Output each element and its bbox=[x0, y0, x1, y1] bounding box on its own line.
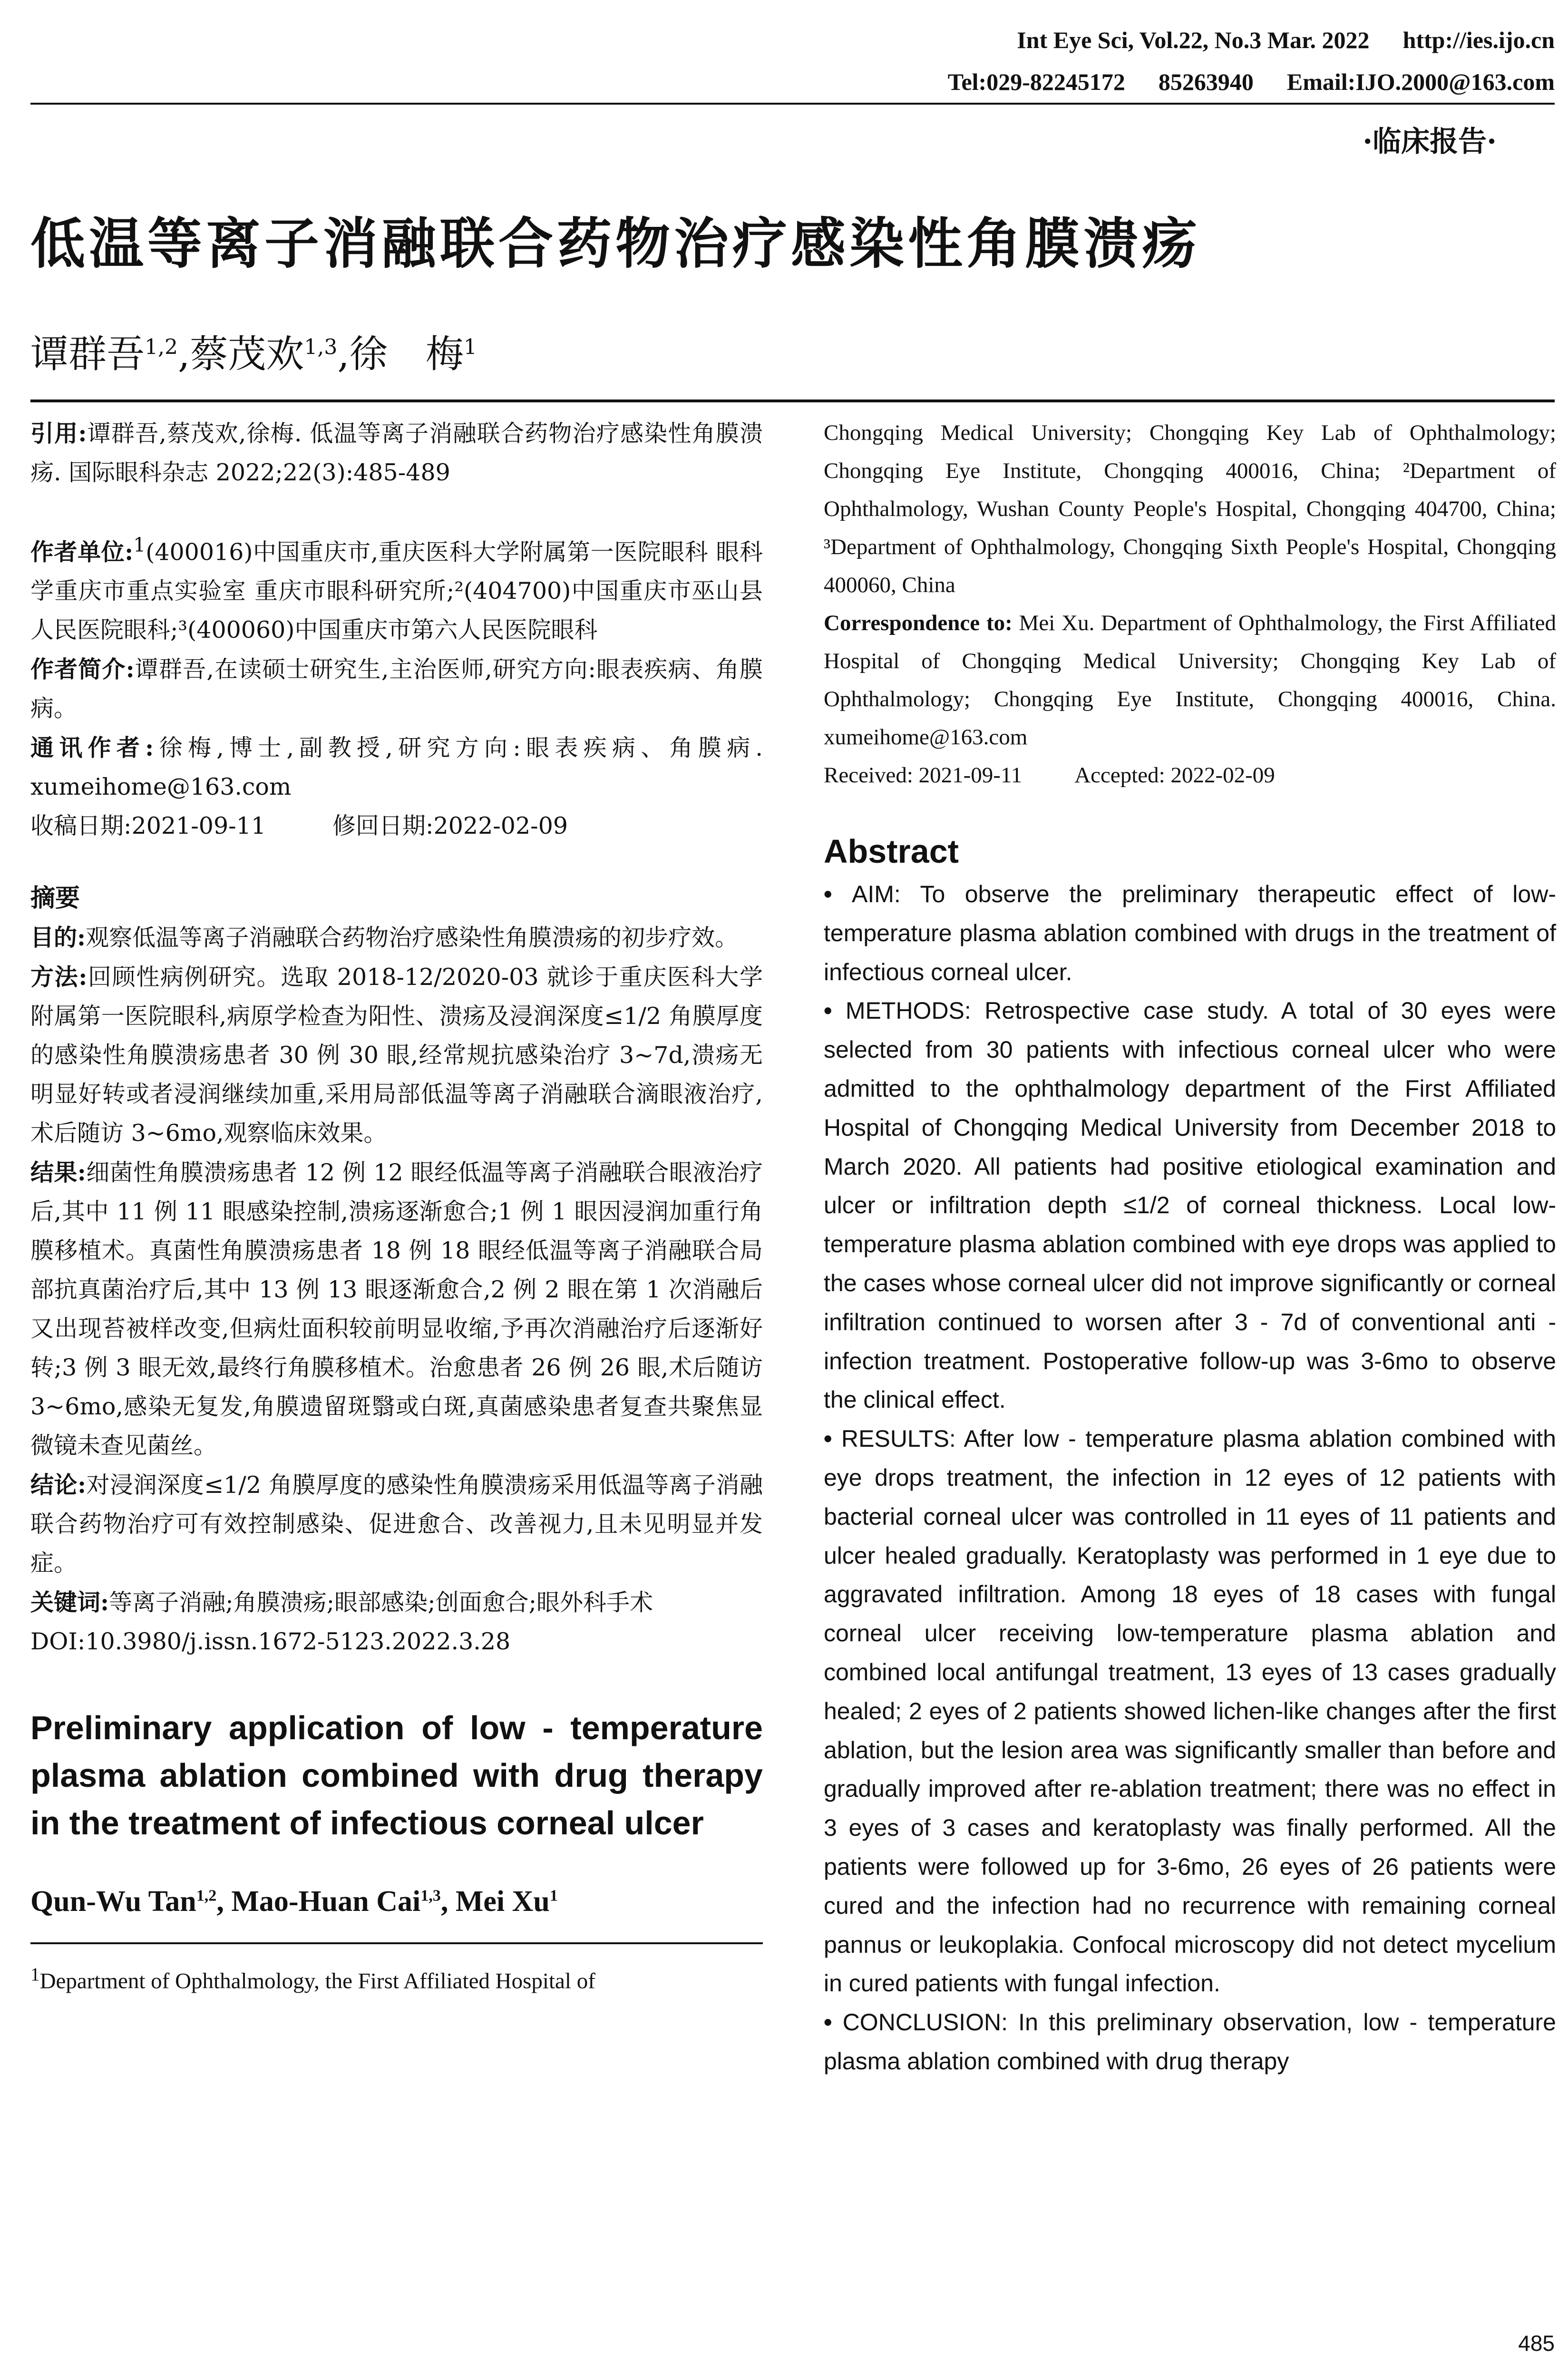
author-affil-sup: 1,3 bbox=[304, 335, 338, 360]
conclusion-label-cn: 结论: bbox=[30, 1471, 87, 1499]
footnote-text: Department of Ophthalmology, the First Affiliated Hospital of bbox=[39, 1968, 595, 1994]
journal-citation: Int Eye Sci, Vol.22, No.3 Mar. 2022 bbox=[1017, 27, 1370, 53]
author-affil-sup-en: 1,3 bbox=[420, 1887, 441, 1905]
author-bio-label: 作者简介: bbox=[30, 655, 135, 683]
title-divider bbox=[30, 399, 1555, 402]
author-name-en: Qun-Wu Tan bbox=[30, 1885, 196, 1918]
affiliation-label: 作者单位: bbox=[30, 538, 134, 566]
abstract-methods-cn bbox=[30, 957, 763, 1153]
section-label: ·临床报告· bbox=[1363, 125, 1497, 158]
citation-text: 谭群吾,蔡茂欢,徐梅. 低温等离子消融联合药物治疗感染性角膜溃疡. 国际眼科杂志 2022;22(3):485-489 bbox=[30, 420, 763, 486]
author-name: 徐 梅 bbox=[349, 332, 464, 376]
author-name-en: Mei Xu bbox=[455, 1885, 550, 1918]
abstract-results-cn bbox=[30, 1153, 763, 1465]
footnote-divider bbox=[30, 1942, 763, 1944]
corresponding-author-label: 通讯作者: bbox=[30, 734, 154, 762]
left-column bbox=[30, 414, 763, 2023]
journal-header-line1 bbox=[915, 19, 1555, 61]
results-label-cn: 结果: bbox=[30, 1159, 86, 1187]
keywords-cn bbox=[30, 1583, 763, 1622]
received-date: 2021-09-11 bbox=[131, 812, 266, 840]
abstract-results-en: • RESULTS: After low - temperature plasma ablation combined with eye drops treatment, the infection in 12 eyes of 12 patients with bacterial corneal ulcer was controlled in 11 eyes of 11 patients and ulcer healed gradually. Keratoplasty was performed in 1 eye due to aggravated infiltration. Among 18 eyes of 18 cases with fungal corneal ulcer receiving low-temperature plasma ablation and combined local antifungal treatment, 13 eyes of 13 cases gradually healed; 2 eyes of 2 patients showed lichen-like changes after the first ablation, but the lesion area was significantly smaller than before and gradually improved after re-ablation treatment; there was no effect in 3 eyes of 3 cases and keratoplasty was finally performed. All the patients were followed up for 3-6mo, 26 eyes of 26 patients were cured and the infection had no recurrence with remaining corneal pannus or leukoplakia. Confocal microscopy did not detect mycelium in cured patients with fungal infection. bbox=[824, 1425, 1556, 1997]
aim-text-cn: 观察低温等离子消融联合药物治疗感染性角膜溃疡的初步疗效。 bbox=[86, 924, 739, 952]
doi: DOI:10.3980/j.issn.1672-5123.2022.3.28 bbox=[30, 1628, 511, 1656]
conclusion-text-en: In this preliminary observation, low - temperature plasma ablation combined with drug therapy bbox=[824, 2009, 1556, 2075]
journal-tel: Tel:029-82245172 bbox=[947, 68, 1125, 95]
author-name: 蔡茂欢 bbox=[190, 332, 304, 376]
article-title-en: Preliminary application of low - temperature plasma ablation combined with drug therapy in the treatment of infectious corneal ulcer bbox=[30, 1709, 763, 1842]
affiliation-continued-en: Chongqing Medical University; Chongqing Key Lab of Ophthalmology; Chongqing Eye Institute, Chongqing 400016, China; ²Department of Ophthalmology, Wushan County People's Hospital, Chongqing 404700, China; ³Department of Ophthalmology, Chongqing Sixth People's Hospital, Chongqing 400060, China bbox=[824, 420, 1556, 597]
conclusion-text-cn: 对浸润深度≤1/2 角膜厚度的感染性角膜溃疡采用低温等离子消融联合药物治疗可有效控制感染、促进愈合、改善视力,且未见明显并发症。 bbox=[30, 1471, 763, 1577]
abstract-methods-en: • METHODS: Retrospective case study. A total of 30 eyes were selected from 30 patients with infectious corneal ulcer who were admitted to the ophthalmology department of the First Affiliated Hospital of Chongqing Medical University from December 2018 to March 2020. All patients had positive etiological examination and ulcer or infiltration depth ≤1/2 of corneal thickness. Local low-temperature plasma ablation combined with eye drops was applied to the cases whose corneal ulcer did not improve significantly or corneal infiltration continued to worsen after 3 - 7d of conventional anti - infection treatment. Postoperative follow-up was 3-6mo to observe the clinical effect. bbox=[824, 997, 1556, 1413]
corresponding-author-text: 徐梅,博士,副教授,研究方向:眼表疾病、角膜病. xumeihome@163.com bbox=[30, 734, 763, 801]
author-affil-sup: 1,2 bbox=[145, 335, 178, 360]
author-bio-text: 谭群吾,在读硕士研究生,主治医师,研究方向:眼表疾病、角膜病。 bbox=[30, 656, 763, 722]
journal-url: http://ies.ijo.cn bbox=[1402, 27, 1555, 53]
affiliation-sup: 1 bbox=[133, 534, 146, 556]
journal-header-line2 bbox=[915, 61, 1555, 103]
accepted-en: Accepted: 2022-02-09 bbox=[1074, 763, 1275, 788]
author-bio-block bbox=[30, 650, 763, 728]
abstract-heading-en: Abstract bbox=[824, 833, 959, 870]
methods-label-cn: 方法: bbox=[30, 963, 88, 991]
revised-date: 2022-02-09 bbox=[433, 812, 568, 840]
abstract-aim-en: • AIM: To observe the preliminary therapeutic effect of low-temperature plasma ablation combined with drugs in the treatment of infectious corneal ulcer. bbox=[824, 881, 1556, 985]
author-affil-sup: 1 bbox=[463, 335, 477, 360]
corresponding-author-block bbox=[30, 728, 763, 807]
results-text-en: After low - temperature plasma ablation combined with eye drops treatment, the infection in 12 eyes of 12 patients with bacterial corneal ulcer was controlled in 11 eyes of 11 patients and ulcer healed gradually. Keratoplasty was performed in 1 eye due to aggravated infiltration. Among 18 eyes of 18 cases with fungal corneal ulcer receiving low-temperature plasma ablation and combined local antifungal treatment, 13 eyes of 13 cases gradually healed; 2 eyes of 2 patients showed lichen-like changes after the first ablation, but the lesion area was significantly smaller than before and gradually improved after re-ablation treatment; there was no effect in 3 eyes of 3 cases and keratoplasty was finally performed. All the patients were followed up for 3-6mo, 26 eyes of 26 patients were cured and the infection had no recurrence with remaining corneal pannus or leukoplakia. Confocal microscopy did not detect mycelium in cured patients with fungal infection. bbox=[824, 1425, 1556, 1997]
affiliation-footnote-en bbox=[30, 1956, 763, 2000]
journal-email: Email:IJO.2000@163.com bbox=[1286, 68, 1555, 95]
author-list-en: Qun-Wu Tan$^{1,2}$, Mao-Huan Cai$^{1,3}$, Mei Xu$^1$ bbox=[30, 1885, 558, 1918]
methods-text-cn: 回顾性病例研究。选取 2018-12/2020-03 就诊于重庆医科大学附属第一医院眼科,病原学检查为阳性、溃疡及浸润深度≤1/2 角膜厚度的感染性角膜溃疡患者 30 例 30 眼,经常规抗感染治疗 3~7d,溃疡无明显好转或者浸润继续加重,采用局部低温等离子消融联合滴眼液治疗,术后随访 3~6mo,观察临床效果。 bbox=[30, 964, 763, 1147]
author-affil-sup-en: 1,2 bbox=[196, 1887, 217, 1905]
received-en: Received: 2021-09-11 bbox=[824, 763, 1023, 788]
correspondence-text-en: Mei Xu. Department of Ophthalmology, the First Affiliated Hospital of Chongqing Medical University; Chongqing Key Lab of Ophthalmology; Chongqing Eye Institute, Chongqing 400016, China. xumeihome@163.com bbox=[824, 611, 1556, 750]
right-column bbox=[824, 414, 1556, 2081]
article-title-cn: 低温等离子消融联合药物治疗感染性角膜溃疡 bbox=[30, 212, 1201, 276]
correspondence-en bbox=[824, 604, 1556, 756]
keywords-text-cn: 等离子消融;角膜溃疡;眼部感染;创面愈合;眼外科手术 bbox=[109, 1589, 653, 1617]
journal-header bbox=[915, 19, 1555, 103]
citation-label: 引用: bbox=[30, 419, 87, 447]
results-label-en: RESULTS: bbox=[841, 1425, 956, 1452]
methods-label-en: METHODS: bbox=[845, 997, 971, 1024]
abstract-aim-cn bbox=[30, 918, 763, 957]
dates-en bbox=[824, 756, 1556, 794]
affiliation-text: (400016)中国重庆市,重庆医科大学附属第一医院眼科 眼科学重庆市重点实验室 重庆市眼科研究所;²(404700)中国重庆市巫山县人民医院眼科;³(400060)中国重庆市第六人民医院眼科 bbox=[30, 538, 763, 644]
abstract-conclusion-cn bbox=[30, 1465, 763, 1583]
author-list-cn: 谭群吾$^{1,2}$,蔡茂欢$^{1,3}$,徐 梅$^1$ bbox=[30, 332, 477, 376]
dates-block bbox=[30, 807, 763, 846]
keywords-label-cn: 关键词: bbox=[30, 1588, 109, 1617]
aim-label-cn: 目的: bbox=[30, 924, 86, 952]
page-number: 485 bbox=[1518, 2331, 1555, 2356]
revised-label: 修回日期: bbox=[332, 812, 434, 840]
author-name-en: Mao-Huan Cai bbox=[231, 1885, 421, 1918]
header-divider bbox=[30, 103, 1555, 105]
aim-text-en: To observe the preliminary therapeutic effect of low-temperature plasma ablation combined with drugs in the treatment of infectious corneal ulcer. bbox=[824, 881, 1556, 985]
footnote-sup: 1 bbox=[30, 1964, 40, 1985]
author-name: 谭群吾 bbox=[30, 332, 145, 376]
received-label: 收稿日期: bbox=[30, 812, 132, 840]
journal-tel2: 85263940 bbox=[1158, 68, 1254, 95]
correspondence-label-en: Correspondence to: bbox=[824, 611, 1013, 635]
aim-label-en: AIM: bbox=[852, 881, 901, 907]
abstract-heading-cn: 摘要 bbox=[30, 884, 80, 913]
affiliation-block bbox=[30, 526, 763, 650]
author-affil-sup-en: 1 bbox=[549, 1887, 558, 1905]
conclusion-label-en: CONCLUSION: bbox=[842, 2009, 1008, 2036]
methods-text-en: Retrospective case study. A total of 30 eyes were selected from 30 patients with infectious corneal ulcer who were admitted to the ophthalmology department of the First Affiliated Hospital of Chongqing Medical University from December 2018 to March 2020. All patients had positive etiological examination and ulcer or infiltration depth ≤1/2 of corneal thickness. Local low-temperature plasma ablation combined with eye drops was applied to the cases whose corneal ulcer did not improve significantly or corneal infiltration continued to worsen after 3 - 7d of conventional anti - infection treatment. Postoperative follow-up was 3-6mo to observe the clinical effect. bbox=[824, 997, 1556, 1413]
citation-block bbox=[30, 414, 763, 492]
results-text-cn: 细菌性角膜溃疡患者 12 例 12 眼经低温等离子消融联合眼液治疗后,其中 11 例 11 眼感染控制,溃疡逐渐愈合;1 例 1 眼因浸润加重行角膜移植术。真菌性角膜溃疡患者 18 例 18 眼经低温等离子消融联合局部抗真菌治疗后,其中 13 例 13 眼逐渐愈合,2 例 2 眼在第 1 次消融后又出现苔被样改变,但病灶面积较前明显收缩,予再次消融治疗后逐渐好转;3 例 3 眼无效,最终行角膜移植术。治愈患者 26 例 26 眼,术后随访 3~6mo,感染无复发,角膜遗留斑翳或白斑,真菌感染患者复查共聚焦显微镜未查见菌丝。 bbox=[30, 1159, 763, 1460]
abstract-conclusion-en: • CONCLUSION: In this preliminary observation, low - temperature plasma ablation combined with drug therapy bbox=[824, 2009, 1556, 2075]
